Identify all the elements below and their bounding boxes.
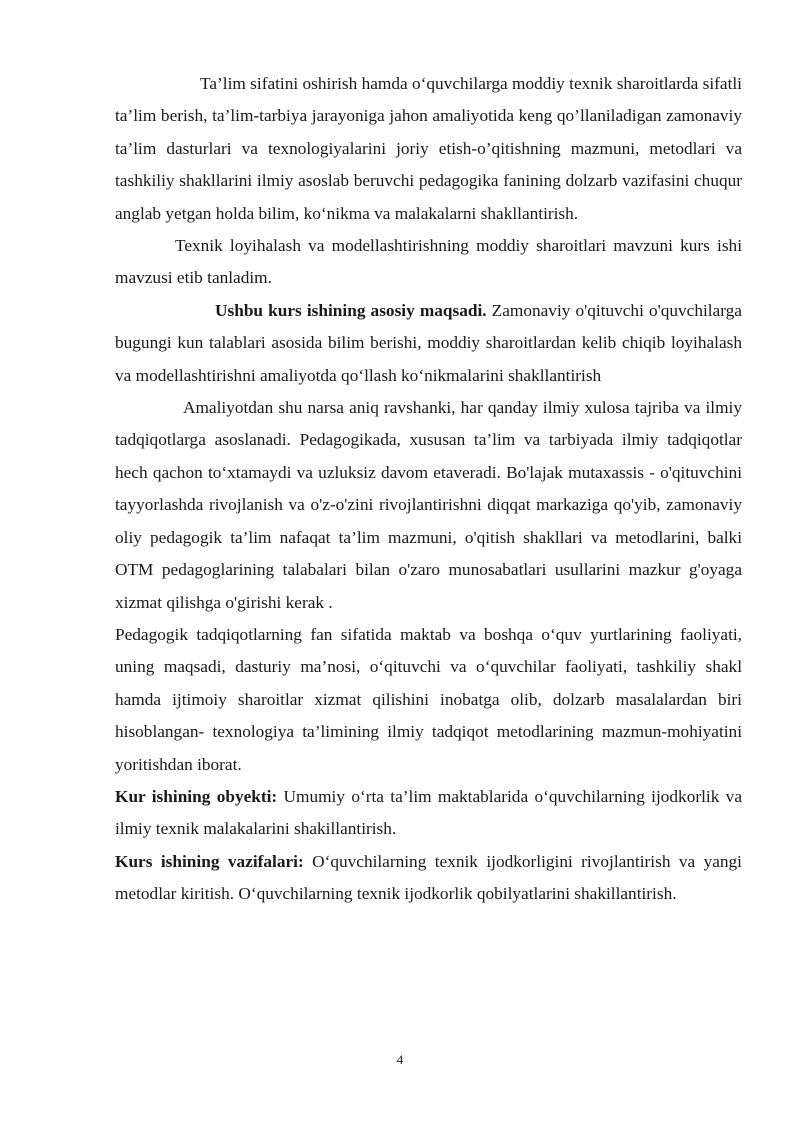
paragraph-object	[115, 781, 742, 846]
goal-text: Zamonaviy o'qituvchi o'quvchilarga bugungi kun talablari asosida bilim berishi, moddiy sharoitlardan kelib chiqib loyihalash va modellashtirishni amaliyotda qo‘llash ko‘nikmalarini shakllantirish	[115, 300, 742, 385]
page-number: 4	[396, 1052, 404, 1067]
goal-label: Ushbu kurs ishining asosiy maqsadi.	[215, 300, 487, 320]
paragraph-goal	[115, 295, 742, 392]
paragraph-research: Pedagogik tadqiqotlarning fan sifatida maktab va boshqa o‘quv yurtlarining faoliyati, uning maqsadi, dasturiy ma’nosi, o‘qituvchi va o‘quvchilar faoliyati, tashkiliy shakl hamda ijtimoiy sharoitlar xizmat qilishini inobatga olib, dolzarb masalalardan biri hisoblangan- texnologiya ta’limining ilmiy tadqiqot metodlarining mazmun-mohiyatini yoritishdan iborat.	[115, 624, 742, 774]
paragraph-intro: Ta’lim sifatini oshirish hamda o‘quvchilarga moddiy texnik sharoitlarda sifatli ta’lim berish, ta’lim-tarbiya jarayoniga jahon amaliyotida keng qo’llaniladigan zamonaviy ta’lim dasturlari va texnologiyalarini joriy etish-o’qitishning mazmuni, metodlari va tashkiliy shakllarini ilmiy asoslab beruvchi pedagogika fanining dolzarb vazifasini chuqur anglab yetgan holda bilim, ko‘nikma va malakalarni shakllantirish.	[115, 74, 742, 223]
object-text: Umumiy o‘rta ta’lim maktablarida o‘quvchilarning ijodkorlik va ilmiy texnik malakalarini shakillantirish.	[115, 786, 742, 839]
document-page	[115, 68, 742, 911]
paragraph-tasks	[115, 846, 742, 911]
object-label: Kur ishining obyekti:	[115, 786, 278, 806]
paragraph-topic: Texnik loyihalash va modellashtirishning moddiy sharoitlari mavzuni kurs ishi mavzusi etib tanladim.	[115, 236, 742, 288]
paragraph-practice: Amaliyotdan shu narsa aniq ravshanki, har qanday ilmiy xulosa tajriba va ilmiy tadqiqotlarga asoslanadi. Pedagogikada, xususan ta’lim va tarbiyada ilmiy tadqiqotlar hech qachon to‘xtamaydi va uzluksiz davom etaveradi. Bo'lajak mutaxassis - o'qituvchini tayyorlashda rivojlanish va o'z-o'zini rivojlantirishni diqqat markaziga qo'yib, zamonaviy oliy pedagogik ta’lim nafaqat ta’lim mazmuni, o'qitish shakllari va metodlarini, balki OTM pedagoglarining talabalari bilan o'zaro munosabatlari usullarini mazkur g'oyaga xizmat qilishga o'girishi kerak .	[115, 398, 742, 612]
tasks-label: Kurs ishining vazifalari:	[115, 851, 304, 871]
tasks-text: O‘quvchilarning texnik ijodkorligini rivojlantirish va yangi metodlar kiritish. O‘quvchilarning texnik ijodkorlik qobilyatlarini shakillantirish.	[115, 851, 742, 904]
